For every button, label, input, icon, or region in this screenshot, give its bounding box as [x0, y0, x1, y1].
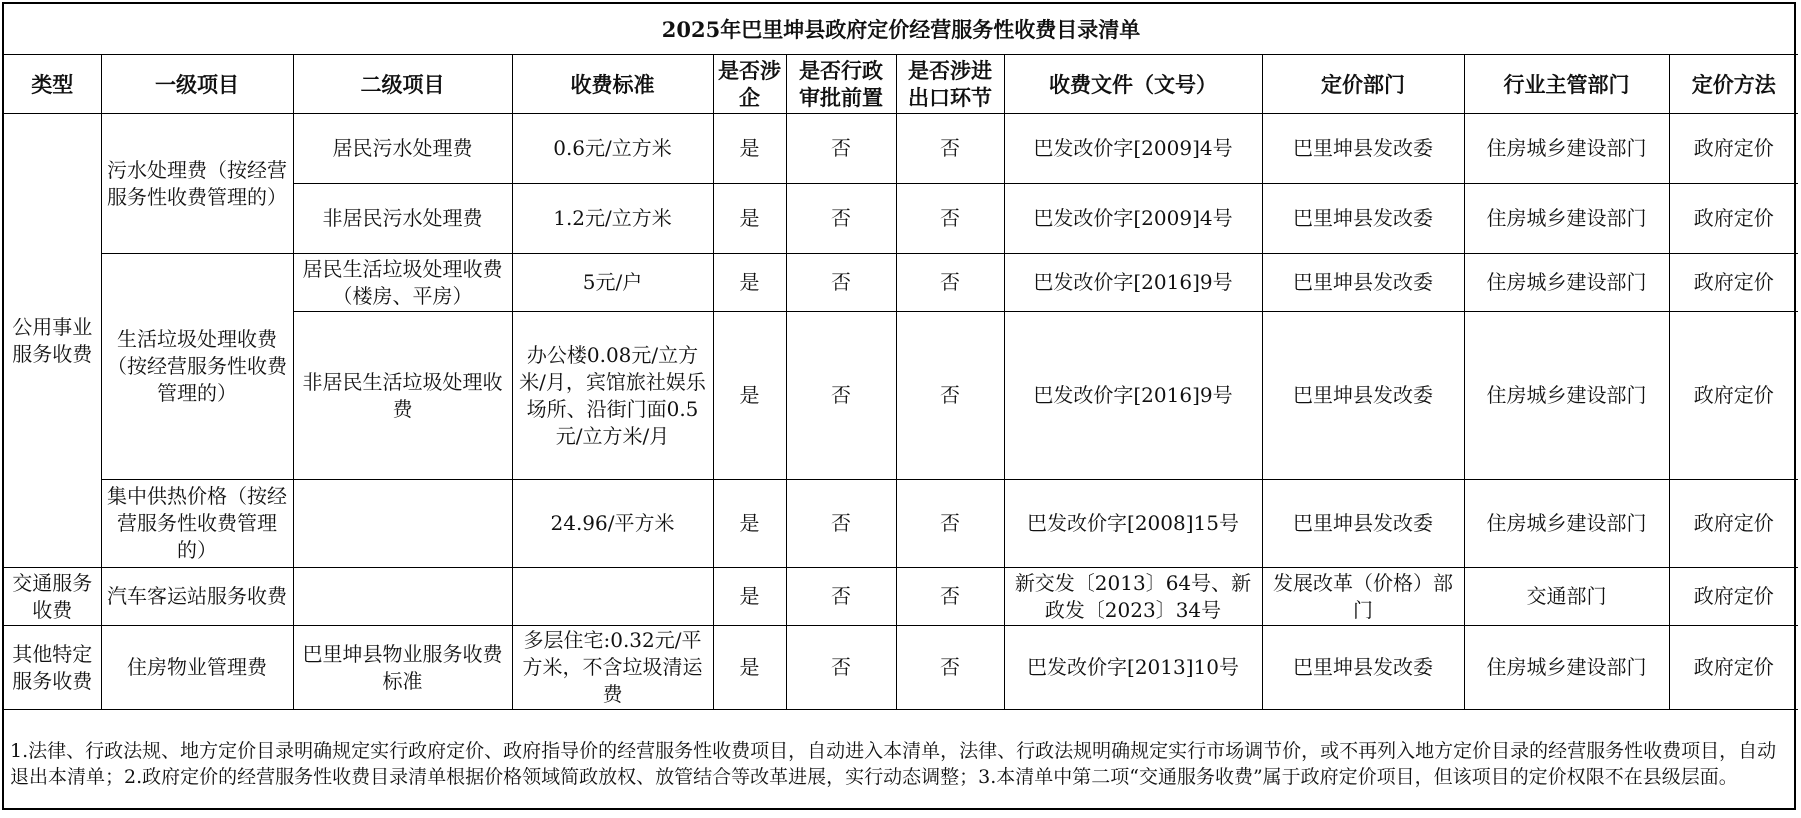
cell-import-export: 否	[896, 568, 1004, 626]
cell-enterprise: 是	[713, 254, 786, 312]
header-enterprise: 是否涉企	[713, 55, 786, 114]
cell-method: 政府定价	[1669, 312, 1798, 480]
cell-level2: 非居民生活垃圾处理收费	[293, 312, 512, 480]
header-standard: 收费标准	[512, 55, 713, 114]
cell-import-export: 否	[896, 254, 1004, 312]
header-pricing-dept: 定价部门	[1262, 55, 1464, 114]
table-row	[4, 626, 1798, 710]
table-row	[4, 568, 1798, 626]
cell-document: 巴发改价字[2008]15号	[1004, 480, 1262, 568]
cell-import-export: 否	[896, 480, 1004, 568]
header-admin: 是否行政审批前置	[786, 55, 896, 114]
cell-level2: 居民污水处理费	[293, 114, 512, 184]
cell-pricing-dept: 巴里坤县发改委	[1262, 254, 1464, 312]
fee-catalog-table	[4, 4, 1798, 818]
cell-admin: 否	[786, 480, 896, 568]
level1-bus-station: 汽车客运站服务收费	[101, 568, 293, 626]
header-industry-dept: 行业主管部门	[1464, 55, 1669, 114]
cell-admin: 否	[786, 312, 896, 480]
header-row	[4, 55, 1798, 114]
cell-admin: 否	[786, 254, 896, 312]
cell-enterprise: 是	[713, 184, 786, 254]
cell-import-export: 否	[896, 184, 1004, 254]
header-document: 收费文件（文号）	[1004, 55, 1262, 114]
cell-industry-dept: 住房城乡建设部门	[1464, 184, 1669, 254]
cell-method: 政府定价	[1669, 114, 1798, 184]
cell-method: 政府定价	[1669, 568, 1798, 626]
table-row	[4, 254, 1798, 312]
level1-heating: 集中供热价格（按经营服务性收费管理的）	[101, 480, 293, 568]
cell-method: 政府定价	[1669, 626, 1798, 710]
cell-document: 巴发改价字[2009]4号	[1004, 114, 1262, 184]
cell-enterprise: 是	[713, 568, 786, 626]
header-import-export: 是否涉进出口环节	[896, 55, 1004, 114]
cell-pricing-dept: 巴里坤县发改委	[1262, 184, 1464, 254]
group-other-services: 其他特定服务收费	[4, 626, 101, 710]
cell-method: 政府定价	[1669, 254, 1798, 312]
cell-pricing-dept: 巴里坤县发改委	[1262, 480, 1464, 568]
level1-sewage: 污水处理费（按经营服务性收费管理的）	[101, 114, 293, 254]
cell-level2	[293, 568, 512, 626]
cell-industry-dept: 住房城乡建设部门	[1464, 312, 1669, 480]
cell-import-export: 否	[896, 114, 1004, 184]
cell-enterprise: 是	[713, 114, 786, 184]
cell-document: 新交发〔2013〕64号、新政发〔2023〕34号	[1004, 568, 1262, 626]
cell-standard: 1.2元/立方米	[512, 184, 713, 254]
cell-admin: 否	[786, 568, 896, 626]
cell-industry-dept: 住房城乡建设部门	[1464, 114, 1669, 184]
cell-document: 巴发改价字[2009]4号	[1004, 184, 1262, 254]
cell-enterprise: 是	[713, 480, 786, 568]
level1-garbage: 生活垃圾处理收费（按经营服务性收费管理的）	[101, 254, 293, 480]
cell-pricing-dept: 巴里坤县发改委	[1262, 114, 1464, 184]
table-notes: 1.法律、行政法规、地方定价目录明确规定实行政府定价、政府指导价的经营服务性收费项目，自动进入本清单，法律、行政法规明确规定实行市场调节价，或不再列入地方定价目录的经营服务性收费项目，自动退出本清单；2.政府定价的经营服务性收费目录清单根据价格领域简政放权、放管结合等改革进展，实行动态调整；3.本清单中第二项“交通服务收费”属于政府定价项目，但该项目的定价权限不在县级层面。	[4, 710, 1798, 818]
cell-admin: 否	[786, 114, 896, 184]
cell-document: 巴发改价字[2016]9号	[1004, 254, 1262, 312]
cell-industry-dept: 住房城乡建设部门	[1464, 254, 1669, 312]
header-level2: 二级项目	[293, 55, 512, 114]
cell-standard: 5元/户	[512, 254, 713, 312]
level1-property: 住房物业管理费	[101, 626, 293, 710]
header-method: 定价方法	[1669, 55, 1798, 114]
cell-industry-dept: 住房城乡建设部门	[1464, 626, 1669, 710]
cell-standard: 0.6元/立方米	[512, 114, 713, 184]
cell-enterprise: 是	[713, 626, 786, 710]
cell-standard: 多层住宅:0.32元/平方米，不含垃圾清运费	[512, 626, 713, 710]
cell-standard: 24.96/平方米	[512, 480, 713, 568]
cell-admin: 否	[786, 626, 896, 710]
cell-industry-dept: 交通部门	[1464, 568, 1669, 626]
header-level1: 一级项目	[101, 55, 293, 114]
cell-admin: 否	[786, 184, 896, 254]
group-public-services: 公用事业服务收费	[4, 114, 101, 568]
cell-level2: 非居民污水处理费	[293, 184, 512, 254]
table-row	[4, 114, 1798, 184]
cell-pricing-dept: 巴里坤县发改委	[1262, 626, 1464, 710]
cell-method: 政府定价	[1669, 480, 1798, 568]
table-title: 2025年巴里坤县政府定价经营服务性收费目录清单	[4, 4, 1798, 55]
cell-level2: 巴里坤县物业服务收费标准	[293, 626, 512, 710]
cell-standard	[512, 568, 713, 626]
cell-industry-dept: 住房城乡建设部门	[1464, 480, 1669, 568]
table-row	[4, 480, 1798, 568]
cell-pricing-dept: 发展改革（价格）部门	[1262, 568, 1464, 626]
cell-level2: 居民生活垃圾处理收费（楼房、平房）	[293, 254, 512, 312]
fee-catalog-document	[2, 2, 1796, 810]
cell-document: 巴发改价字[2013]10号	[1004, 626, 1262, 710]
cell-document: 巴发改价字[2016]9号	[1004, 312, 1262, 480]
cell-import-export: 否	[896, 312, 1004, 480]
cell-enterprise: 是	[713, 312, 786, 480]
header-type: 类型	[4, 55, 101, 114]
cell-standard: 办公楼0.08元/立方米/月，宾馆旅社娱乐场所、沿街门面0.5元/立方米/月	[512, 312, 713, 480]
group-traffic-services: 交通服务收费	[4, 568, 101, 626]
cell-level2	[293, 480, 512, 568]
cell-import-export: 否	[896, 626, 1004, 710]
cell-pricing-dept: 巴里坤县发改委	[1262, 312, 1464, 480]
cell-method: 政府定价	[1669, 184, 1798, 254]
